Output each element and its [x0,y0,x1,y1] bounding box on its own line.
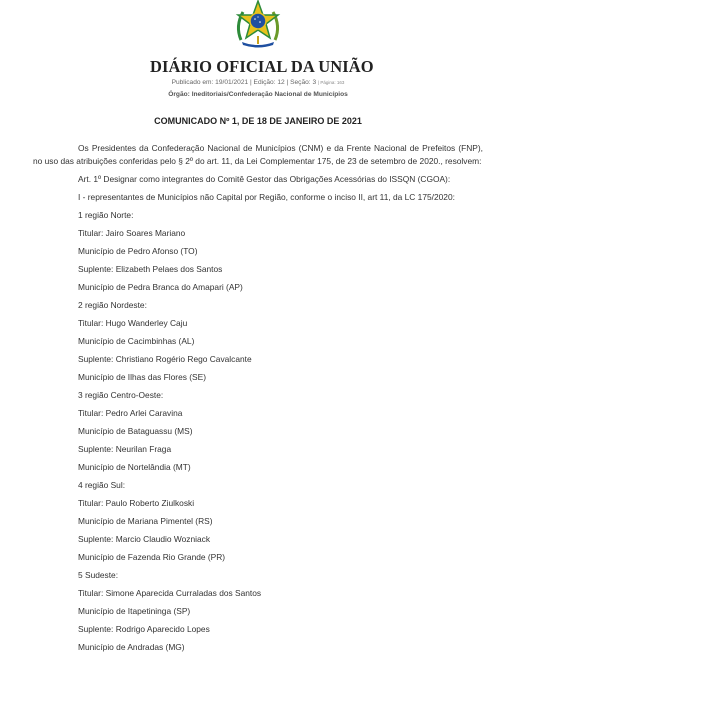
paragraph-art1: Art. 1º Designar como integrantes do Comitê Gestor das Obrigações Acessórias do ISSQN (CGOA): [78,174,451,184]
list-item: Titular: Jairo Soares Mariano [78,228,186,238]
orgao-line [130,91,386,98]
list-item: Município de Cacimbinhas (AL) [78,336,195,346]
list-item: Suplente: Neurilan Fraga [78,444,172,454]
list-item: Município de Pedra Branca do Amapari (AP) [78,282,243,292]
list-item: 5 Sudeste: [78,570,119,580]
list-item: Suplente: Rodrigo Aparecido Lopes [78,624,210,634]
list-item: Município de Andradas (MG) [78,642,185,652]
orgao-label: Órgão: [168,91,190,98]
list-item: Titular: Simone Aparecida Curraladas dos Santos [78,588,262,598]
list-item: Município de Itapetininga (SP) [78,606,191,616]
list-item: Município de Fazenda Rio Grande (PR) [78,552,226,562]
list-item: Município de Pedro Afonso (TO) [78,246,198,256]
list-item: Titular: Paulo Roberto Ziulkoski [78,498,195,508]
brazil-coat-of-arms-icon [233,0,283,48]
list-item: Titular: Pedro Arlei Caravina [78,408,183,418]
list-item: 2 região Nordeste: [78,300,147,310]
list-item: Município de Bataguassu (MS) [78,426,193,436]
list-item: Titular: Hugo Wanderley Caju [78,318,188,328]
representatives-list [33,209,483,659]
document-title: COMUNICADO Nº 1, DE 18 DE JANEIRO DE 2021 [154,116,362,126]
list-item: Suplente: Christiano Rogério Rego Cavalcante [78,354,252,364]
list-item: Suplente: Marcio Claudio Wozniack [78,534,211,544]
document-body [33,142,483,659]
list-item: Suplente: Elizabeth Pelaes dos Santos [78,264,223,274]
list-item: 3 região Centro-Oeste: [78,390,164,400]
publication-info [130,79,386,86]
paragraph-preamble: Os Presidentes da Confederação Nacional de Municípios (CNM) e da Frente Nacional de Prefeitos (FNP), no uso das atribuições conferidas pelo § 2º do art. 11, da Lei Complementar 175, de 23 de setembro de 2020., resolvem: [33,143,483,166]
orgao-value: Ineditoriais/Confederação Nacional de Municípios [191,91,348,98]
publication-line: Publicado em: 19/01/2021 | Edição: 12 | Seção: 3 [171,79,317,86]
list-item: Município de Ilhas das Flores (SE) [78,372,207,382]
paragraph-inciso-i: I - representantes de Municípios não Capital por Região, conforme o inciso II, art 11, da LC 175/2020: [78,192,455,202]
list-item: Município de Mariana Pimentel (RS) [78,516,213,526]
list-item: Município de Nortelândia (MT) [78,462,191,472]
masthead-title: DIÁRIO OFICIAL DA UNIÃO [150,57,374,76]
page-note: | Página: 163 [317,80,345,85]
list-item: 1 região Norte: [78,210,134,220]
list-item: 4 região Sul: [78,480,126,490]
